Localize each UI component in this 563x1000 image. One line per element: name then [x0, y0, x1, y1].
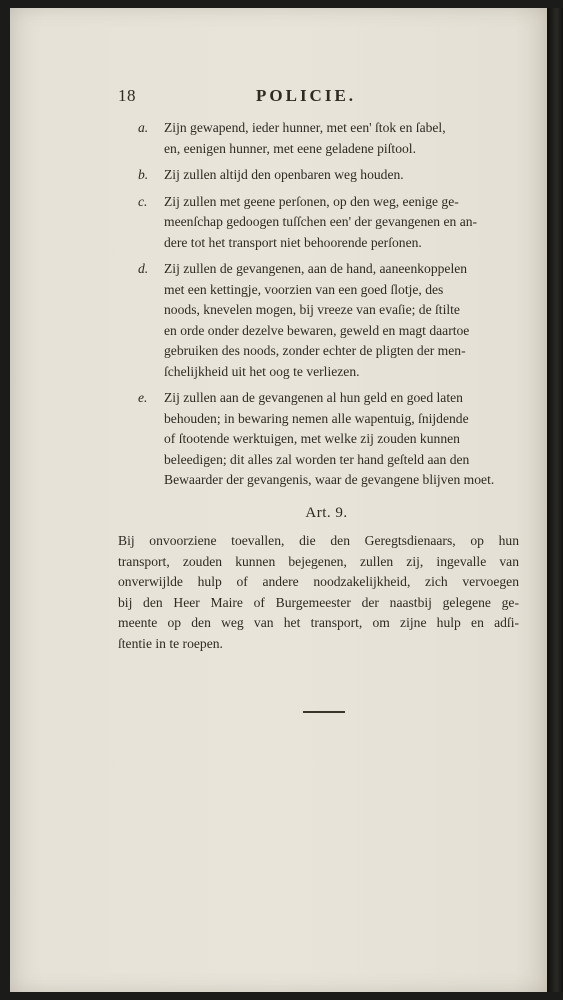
text-line: Bij onvoorziene toevallen, die den Geregtsdienaars, op hun	[118, 533, 519, 548]
text-line: beleedigen; dit alles zal worden ter hand geſteld aan den	[164, 451, 470, 467]
text-line: Bewaarder der gevangenis, waar de gevangene blijven moet.	[164, 472, 495, 487]
text-line: meenſchap gedoogen tuſſchen een' der gevangenen en an-	[164, 214, 478, 229]
text-line: en, eenigen hunner, met eene geladene piſtool.	[164, 140, 416, 156]
text-line: gebruiken des noods, zonder echter de pligten der men-	[164, 343, 466, 358]
text-line: Zij zullen de gevangenen, aan de hand, aaneenkoppelen	[164, 261, 468, 276]
text-line: of ſtootende werktuigen, met welke zij zouden kunnen	[164, 431, 460, 446]
text-line: Zij zullen altijd den openbaren weg houden.	[164, 167, 404, 182]
article-paragraph	[118, 531, 519, 654]
item-marker: b.	[138, 167, 149, 182]
text-line: Zij zullen met geene perſonen, op den weg, eenige ge-	[164, 193, 459, 209]
text-line: bij den Heer Maire of Burgemeester der naastbij gelegene ge-	[118, 594, 519, 610]
text-line: dere tot het transport niet behoorende perſonen.	[164, 234, 422, 250]
text-line: met een kettingje, voorzien van een goed ſlotje, des	[164, 281, 444, 297]
list-item	[134, 259, 519, 382]
page-number: 18	[118, 86, 136, 105]
text-line: en orde onder dezelve bewaren, geweld en magt daartoe	[164, 322, 470, 338]
text-line: ſtentie in te roepen.	[118, 635, 223, 651]
text-line: meente op den weg van het transport, om zijne hulp en adſi-	[118, 615, 519, 630]
page-edge	[547, 8, 563, 992]
text-line: onverwijlde hulp of andere noodzakelijkheid, zich vervoegen	[118, 574, 519, 589]
list-item	[134, 118, 519, 159]
running-head: POLICIE.	[256, 86, 357, 105]
item-marker: d.	[138, 261, 149, 276]
text-line: transport, zouden kunnen bejegenen, zullen zij, ingevalle van	[118, 553, 519, 569]
text-line: Zijn gewapend, ieder hunner, met een' ſtok en ſabel,	[164, 120, 446, 135]
article-heading: Art. 9.	[305, 504, 348, 521]
text-line: Zij zullen aan de gevangenen al hun geld en goed laten	[164, 390, 463, 405]
list-item	[134, 165, 519, 186]
text-line: noods, knevelen mogen, bij vreeze van evaſie; de ſtilte	[164, 302, 460, 317]
item-marker: c.	[138, 193, 148, 209]
item-marker: e.	[138, 390, 148, 405]
item-list	[134, 118, 519, 491]
page-header	[118, 86, 518, 108]
text-line: ſchelijkheid uit het oog te verliezen.	[164, 363, 360, 379]
list-item	[134, 192, 519, 254]
item-marker: a.	[138, 120, 149, 135]
end-rule	[303, 711, 345, 713]
text-line: behouden; in bewaring nemen alle wapentuig, ſnijdende	[164, 410, 469, 426]
body-text	[118, 118, 519, 654]
list-item	[134, 388, 519, 491]
